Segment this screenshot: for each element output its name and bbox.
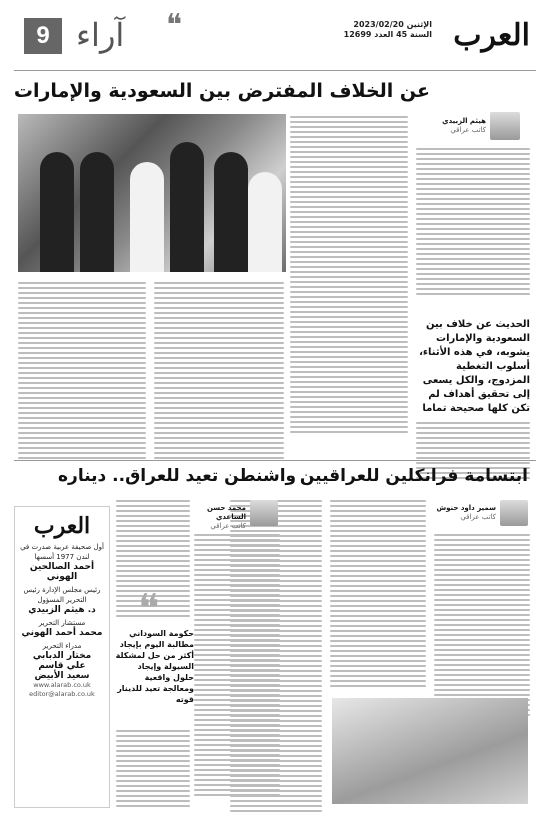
article-body-column — [290, 116, 408, 436]
article-body-column — [154, 282, 284, 462]
article-headline: واشنطن تعيد للعراق.. ديناره — [58, 466, 297, 486]
article-photo — [332, 698, 528, 804]
editor-label: رئيس مجلس الإدارة رئيس التحرير المسؤول — [23, 586, 101, 604]
main-article-photo — [18, 114, 286, 272]
website: www.alarab.co.uk — [33, 681, 91, 689]
author-role: كاتب عراقي — [450, 126, 486, 134]
dateline — [344, 20, 432, 40]
newspaper-logo: العرب — [453, 18, 530, 53]
author-name: هيثم الزبيدي — [442, 117, 486, 125]
divider — [14, 460, 536, 461]
quote-mark-icon: ❝ — [166, 8, 183, 43]
main-headline: عن الخلاف المفترض بين السعودية والإمارات — [13, 80, 430, 102]
avatar — [250, 500, 278, 526]
divider — [14, 70, 536, 71]
founder-name: أحمد الصالحين الهوني — [29, 562, 95, 582]
page-number: 9 — [24, 18, 62, 54]
article-body-column — [194, 534, 280, 799]
section-title: آراء — [76, 16, 125, 54]
author-role: كاتب عراقي — [460, 513, 496, 521]
article-body-column — [116, 730, 190, 810]
newspaper-info-box — [14, 506, 110, 808]
staff-name: علي قاسم — [38, 661, 86, 671]
masthead — [24, 8, 530, 66]
infobox-tagline: أول صحيفة عربية صدرت في لندن 1977 أسسها — [20, 543, 104, 561]
author-role: كاتب عراقي — [210, 522, 246, 530]
issue-date: الإثنين 2023/02/20 — [353, 20, 432, 29]
article-body-column — [330, 500, 426, 690]
avatar — [490, 112, 520, 140]
article-body-column — [434, 534, 530, 719]
article-body-column — [18, 282, 146, 462]
staff-name: مختار الدبابي — [32, 651, 92, 661]
author-byline — [436, 504, 496, 522]
author-name: محمد حسن الساعدي — [206, 504, 246, 521]
author-name: سمير داود حنوش — [436, 504, 496, 512]
staff-name: سعيد الأبيض — [34, 671, 90, 681]
manager-name: محمد أحمد الهوني — [21, 628, 103, 638]
issue-number: السنة 45 العدد 12699 — [343, 30, 432, 39]
editor-name: د. هيثم الزبيدي — [28, 605, 96, 615]
author-byline — [186, 504, 246, 531]
pull-quote: حكومة السوداني مطالبة اليوم بإيجاد أكثر من حل لمشكلة السيولة وإيجاد حلول واقعية ومعالجة تعيد للدينار قوته — [115, 629, 194, 704]
email: editor@alarab.co.uk — [29, 690, 95, 698]
manager-label: مستشار التحرير — [38, 619, 86, 627]
staff-label: مدراء التحرير — [42, 642, 82, 650]
article-body-column — [416, 148, 530, 298]
pull-quote: الحديث عن خلاف بين السعودية والإمارات يشوبه، في هذه الأثناء، أسلوب التغطية المزدوج، والكل يسعى إلى تحقيق أهداف لم تكن كلها صحيحة تماما — [419, 319, 530, 414]
infobox-logo: العرب — [33, 513, 91, 539]
article-headline: ابتسامة فرانكلين للعراقيين — [299, 466, 528, 486]
quote-mark-icon: ❝ — [138, 586, 160, 632]
author-byline — [426, 117, 486, 135]
avatar — [500, 500, 528, 526]
